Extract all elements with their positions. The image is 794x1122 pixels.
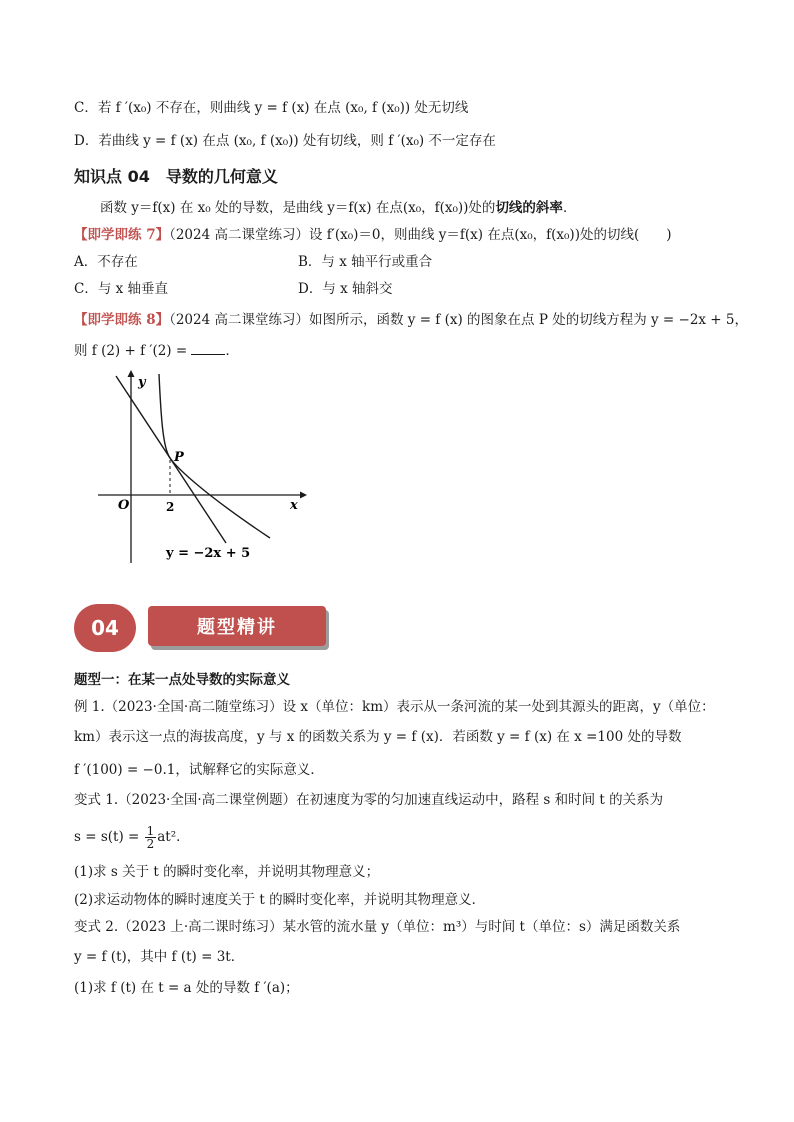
variant-1-formula-right: at²． [157,829,190,845]
x-axis-label: x [290,498,298,513]
section-number: 04 [74,604,136,652]
section-banner [74,602,326,654]
exercise-7-option-b: B．与 x 轴平行或重合 [298,254,433,270]
y-axis-label: y [138,375,146,390]
tangent-equation-label: y = −2x + 5 [166,546,251,561]
exercise-8-line [74,310,748,330]
tangent-graph [94,368,310,568]
exercise-8-text: （2024 高二课堂练习）如图所示，函数 y = f (x) 的图象在点 P 处的切线方程为 y = −2x + 5， [169,312,749,328]
exercise-7-line [74,225,672,245]
example-1-line-2: km）表示这一点的海拔高度，y 与 x 的函数关系为 y = f (x)．若函数 y = f (x) 在 x =100 处的导数 [74,729,682,745]
knowledge-heading: 知识点 04 导数的几何意义 [74,167,278,186]
example-1-line-3: f ′(100) = −0.1，试解释它的实际意义． [74,762,324,778]
answer-blank [191,341,225,355]
exercise-7-option-a: A．不存在 [74,254,138,270]
variant-2-line-2: y = f (t)，其中 f (t) = 3t． [74,949,245,965]
exercise-8-tag: 【即学即练 8】 [74,312,170,328]
exercise-7-text: （2024 高二课堂练习）设 f′(x₀)＝0，则曲线 y＝f(x) 在点(x₀，f(x₀))处的切线( ) [169,227,672,243]
exercise-8-question-end: ． [225,343,239,359]
definition-end: ． [562,200,577,216]
exercise-8-question-text: 则 f (2) + f ′(2) = [74,343,192,359]
definition-bold: 切线的斜率 [495,200,563,216]
type-1-heading: 题型一：在某一点处导数的实际意义 [74,672,290,688]
definition-text: 函数 y＝f(x) 在 x₀ 处的导数，是曲线 y＝f(x) 在点(x₀，f(x₀))处的 [100,200,496,216]
variant-1-fraction [145,825,157,850]
section-title: 题型精讲 [148,606,326,646]
exercise-7-tag: 【即学即练 7】 [74,227,170,243]
variant-1-question-2: (2)求运动物体的瞬时速度关于 t 的瞬时变化率，并说明其物理意义． [74,892,486,908]
variant-1-formula-left: s = s(t) = [74,829,140,845]
option-c-line: C．若 f ′(x₀) 不存在，则曲线 y = f (x) 在点 (x₀, f (x₀)) 处无切线 [74,100,469,116]
x-axis-arrow [300,492,307,499]
y-axis-arrow [128,370,135,377]
exercise-7-option-c: C．与 x 轴垂直 [74,281,169,297]
variant-1-line-1: 变式 1.（2023·全国·高二课堂例题）在初速度为零的匀加速直线运动中，路程 s 和时间 t 的关系为 [74,792,664,808]
exercise-8-question [74,341,239,361]
exercise-7-option-d: D．与 x 轴斜交 [298,281,393,297]
fraction-numerator: 1 [146,824,155,838]
variant-2-line-1: 变式 2.（2023 上·高二课时练习）某水管的流水量 y（单位：m³）与时间 t（单位：s）满足函数关系 [74,919,681,935]
tangent-graph-svg [94,368,310,568]
example-1-line-1: 例 1.（2023·全国·高二随堂练习）设 x（单位：km）表示从一条河流的某一处到其源头的距离，y（单位： [74,699,715,715]
option-d-line: D．若曲线 y = f (x) 在点 (x₀, f (x₀)) 处有切线，则 f ′(x₀) 不一定存在 [74,133,496,149]
tick-label-2: 2 [166,500,175,514]
point-p-label: P [174,450,184,465]
variant-1-formula [74,820,190,854]
fraction-denominator: 2 [146,837,155,851]
variant-2-question-1: (1)求 f (t) 在 t = a 处的导数 f ′(a)； [74,980,299,996]
variant-1-question-1: (1)求 s 关于 t 的瞬时变化率，并说明其物理意义； [74,864,380,880]
origin-label: O [118,498,130,513]
definition-line [100,198,576,218]
